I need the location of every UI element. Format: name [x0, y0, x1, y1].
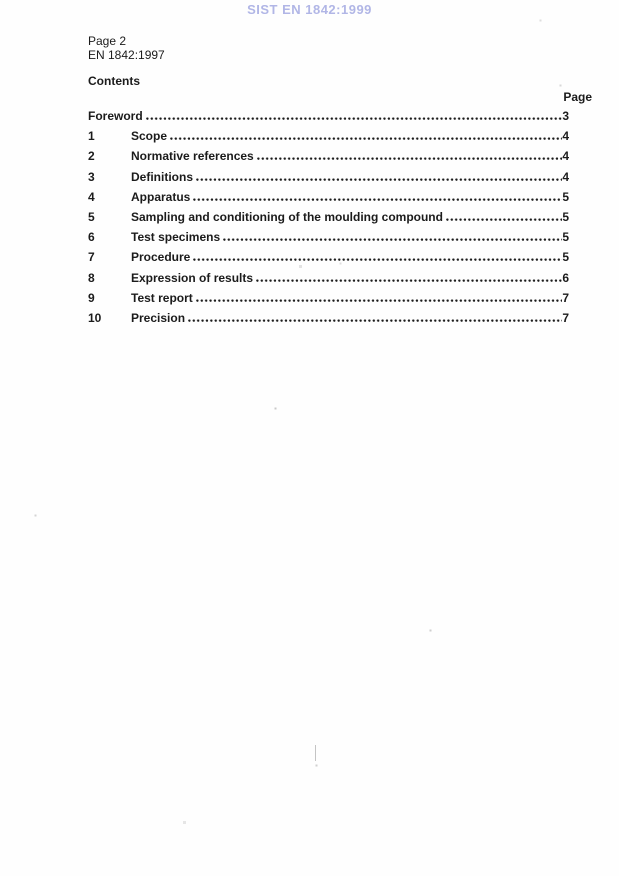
toc-entry-number: 5	[88, 209, 95, 224]
toc-entry-number: 4	[88, 189, 95, 204]
toc-entry-title: Foreword	[88, 109, 143, 123]
toc-entry-page: 5	[562, 250, 569, 265]
watermark-standard-id: SIST EN 1842:1999	[247, 2, 372, 17]
toc-entry-page: 6	[562, 270, 569, 285]
dot-leader	[196, 299, 563, 302]
page-column-header: Page	[563, 90, 592, 104]
toc-entry-number: 6	[88, 230, 95, 245]
toc-entry-title: Definitions	[131, 169, 193, 184]
toc-entry-test-report	[88, 291, 569, 311]
scan-noise-specks	[0, 0, 1, 1]
toc-entry-title: Apparatus	[131, 189, 191, 204]
toc-entry-test-specimens	[88, 230, 569, 250]
toc-entry-page: 3	[562, 109, 569, 123]
toc-entry-apparatus	[88, 190, 569, 210]
toc-entry-page: 4	[562, 149, 569, 164]
dot-leader	[193, 198, 562, 201]
dot-leader	[256, 279, 562, 282]
toc-entry-page: 7	[562, 290, 569, 305]
dot-leader	[193, 258, 562, 261]
toc-entry-title: Precision	[131, 310, 186, 325]
toc-entry-title: Expression of results	[131, 270, 254, 285]
toc-entry-normative-references	[88, 149, 569, 169]
toc-entry-procedure	[88, 250, 569, 270]
toc-entry-foreword	[88, 109, 569, 129]
toc-entry-page: 5	[562, 189, 569, 204]
scan-artifact-line	[315, 745, 316, 761]
toc-entry-title: Normative references	[131, 149, 254, 164]
toc-entry-number: 1	[88, 129, 95, 144]
page-number-label: Page 2	[88, 34, 127, 48]
dot-leader	[223, 238, 562, 241]
toc-entry-number: 2	[88, 149, 95, 164]
dot-leader	[170, 137, 562, 140]
toc-entry-page: 5	[562, 209, 569, 224]
toc-entry-title: Test report	[131, 290, 193, 305]
contents-heading: Contents	[88, 74, 140, 88]
toc-entry-page: 5	[562, 230, 569, 245]
toc-entry-precision	[88, 311, 569, 331]
toc-entry-title: Procedure	[131, 250, 191, 265]
toc-entry-sampling	[88, 210, 569, 230]
dot-leader	[188, 319, 562, 322]
toc-entry-scope	[88, 129, 569, 149]
toc-entry-page: 7	[562, 310, 569, 325]
toc-entry-expression-of-results	[88, 271, 569, 291]
table-of-contents	[88, 109, 569, 331]
dot-leader	[446, 218, 562, 221]
toc-entry-page: 4	[562, 169, 569, 184]
page-header	[88, 34, 165, 62]
toc-entry-title: Sampling and conditioning of the moulding compound	[131, 209, 443, 224]
toc-entry-number: 9	[88, 290, 95, 305]
toc-entry-number: 8	[88, 270, 95, 285]
dot-leader	[257, 157, 563, 160]
standard-reference: EN 1842:1997	[88, 48, 165, 62]
toc-entry-page: 4	[562, 129, 569, 144]
toc-entry-definitions	[88, 170, 569, 190]
toc-entry-title: Scope	[131, 129, 168, 144]
dot-leader	[196, 178, 562, 181]
toc-entry-number: 10	[88, 310, 102, 325]
toc-entry-number: 3	[88, 169, 95, 184]
toc-entry-number: 7	[88, 250, 95, 265]
dot-leader	[146, 117, 563, 120]
toc-entry-title: Test specimens	[131, 230, 221, 245]
